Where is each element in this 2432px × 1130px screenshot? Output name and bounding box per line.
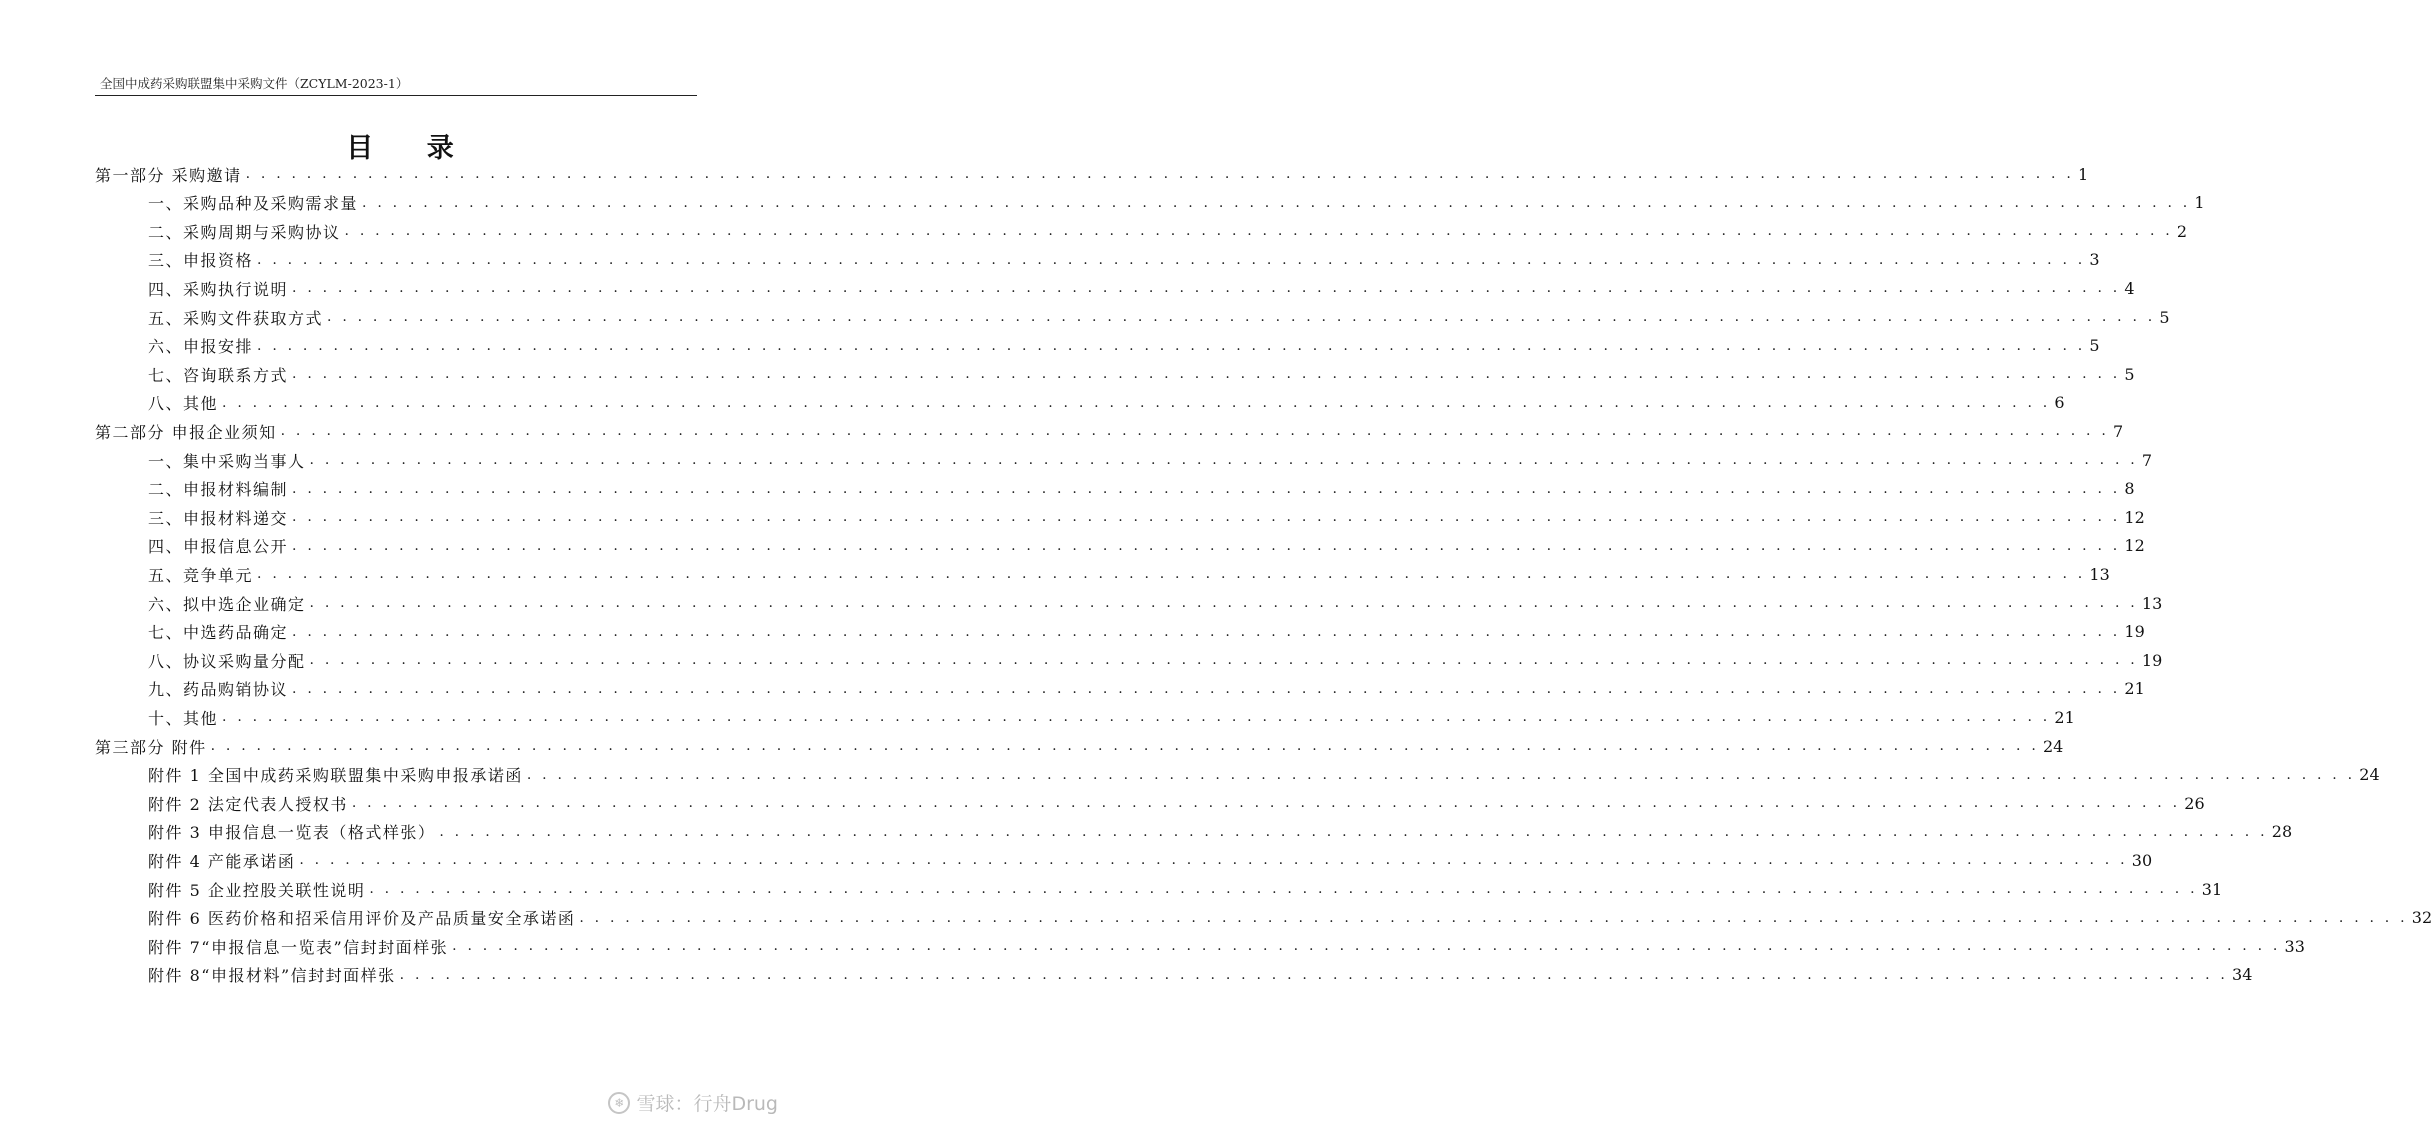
toc-page-number: 12	[2124, 507, 2145, 527]
toc-page-number: 13	[2089, 564, 2110, 584]
toc-entry	[148, 475, 2135, 503]
toc-page-number: 7	[2141, 450, 2153, 470]
toc-page-number: 34	[2232, 965, 2253, 985]
toc-entry-label: 五、采购文件获取方式	[148, 308, 324, 328]
toc-entry	[148, 560, 2110, 588]
toc-page-number: 24	[2359, 765, 2380, 785]
toc-entry	[148, 246, 2100, 274]
toc-entry	[148, 389, 2065, 417]
toc-entry	[148, 932, 2305, 960]
toc-entry-label: 一、集中采购当事人	[148, 451, 306, 471]
toc-page-number: 2	[2176, 221, 2188, 241]
toc-page-number: 7	[2113, 421, 2124, 441]
toc-leader-dots: . . . . . . . . . . . . . . . . . . . . . . . . . . . . . . . . . . . . . . . . . . . . . . . . . . . . . . . . . . . . . . . . . . . . . . . . . . . . . . . . . . . . . . . . . . . . . . . . . . . . . . . . . . . . . . . . . . . . . . . .	[309, 652, 2138, 669]
toc-page-number: 12	[2124, 536, 2145, 556]
toc-entry-label: 附件 2 法定代表人授权书	[148, 794, 348, 814]
header-divider	[95, 95, 697, 96]
page-title: 目 录	[346, 133, 476, 164]
toc-entry	[148, 675, 2145, 703]
toc-page-number: 5	[2124, 364, 2135, 384]
toc-leader-dots: . . . . . . . . . . . . . . . . . . . . . . . . . . . . . . . . . . . . . . . . . . . . . . . . . . . . . . . . . . . . . . . . . . . . . . . . . . . . . . . . . . . . . . . . . . . . . . . . . . . . . . . . . . . . . . . . . . . . . . . .	[362, 194, 2191, 211]
toc-entry	[148, 961, 2253, 989]
toc-page-number: 21	[2054, 707, 2075, 727]
toc-page-number: 31	[2201, 879, 2223, 899]
toc-leader-dots: . . . . . . . . . . . . . . . . . . . . . . . . . . . . . . . . . . . . . . . . . . . . . . . . . . . . . . . . . . . . . . . . . . . . . . . . . . . . . . . . . . . . . . . . . . . . . . . . . . . . . . . . . . . . . . . . . . . . . . . .	[245, 166, 2074, 182]
toc-part-entry	[95, 732, 2064, 760]
toc-page-number: 6	[2054, 393, 2065, 413]
toc-entry-label: 附件 3 申报信息一览表（格式样张）	[148, 823, 436, 843]
toc-entry	[148, 532, 2145, 560]
toc-page-number: 30	[2131, 850, 2153, 870]
toc-entry	[148, 303, 2170, 331]
toc-page-number: 8	[2124, 479, 2135, 499]
toc-page-number: 13	[2141, 593, 2163, 613]
toc-page-number: 19	[2141, 650, 2163, 670]
toc-entry	[148, 332, 2100, 360]
toc-entry-label: 九、药品购销协议	[148, 680, 289, 700]
toc-entry-label: 三、申报材料递交	[148, 508, 289, 528]
toc-entry-label: 附件 8“申报材料”信封封面样张	[148, 966, 396, 986]
toc-entry-label: 第三部分 附件	[95, 737, 207, 757]
snowball-logo-icon: ❄	[608, 1092, 630, 1114]
toc-leader-dots: . . . . . . . . . . . . . . . . . . . . . . . . . . . . . . . . . . . . . . . . . . . . . . . . . . . . . . . . . . . . . . . . . . . . . . . . . . . . . . . . . . . . . . . . . . . . . . . . . . . . . . . . . . . . . . . . . . . . . . . .	[257, 337, 2086, 354]
toc-leader-dots: . . . . . . . . . . . . . . . . . . . . . . . . . . . . . . . . . . . . . . . . . . . . . . . . . . . . . . . . . . . . . . . . . . . . . . . . . . . . . . . . . . . . . . . . . . . . . . . . . . . . . . . . . . . . . . . . . . . . . . . .	[309, 595, 2138, 611]
toc-entry-label: 六、申报安排	[148, 337, 254, 357]
toc-entry-label: 附件 6 医药价格和招采信用评价及产品质量安全承诺函	[148, 909, 576, 929]
running-header: 全国中成药采购联盟集中采购文件（ZCYLM-2023-1）	[100, 76, 409, 91]
toc-entry	[148, 904, 2432, 932]
toc-part-entry	[95, 417, 2124, 445]
toc-page-number: 1	[2078, 164, 2089, 184]
toc-entry-label: 附件 4 产能承诺函	[148, 851, 296, 871]
toc-page-number: 33	[2284, 936, 2305, 956]
toc-leader-dots: . . . . . . . . . . . . . . . . . . . . . . . . . . . . . . . . . . . . . . . . . . . . . . . . . . . . . . . . . . . . . . . . . . . . . . . . . . . . . . . . . . . . . . . . . . . . . . . . . . . . . . . . . . . . . . . . . . . . . . . .	[292, 280, 2121, 297]
toc-leader-dots: . . . . . . . . . . . . . . . . . . . . . . . . . . . . . . . . . . . . . . . . . . . . . . . . . . . . . . . . . . . . . . . . . . . . . . . . . . . . . . . . . . . . . . . . . . . . . . . . . . . . . . . . . . . . . . . . . . . . . . . .	[222, 709, 2051, 726]
toc-leader-dots: . . . . . . . . . . . . . . . . . . . . . . . . . . . . . . . . . . . . . . . . . . . . . . . . . . . . . . . . . . . . . . . . . . . . . . . . . . . . . . . . . . . . . . . . . . . . . . . . . . . . . . . . . . . . . . . . . . . . . . . .	[452, 938, 2281, 955]
toc-page-number: 5	[2089, 336, 2100, 356]
toc-entry	[148, 618, 2145, 646]
toc-entry-label: 附件 1 全国中成药采购联盟集中采购申报承诺函	[148, 766, 523, 786]
watermark-text: 雪球：行舟Drug	[636, 1093, 778, 1115]
toc-part-entry	[95, 160, 2089, 188]
watermark	[608, 1089, 778, 1116]
toc-entry-label: 四、采购执行说明	[148, 279, 289, 299]
toc-entry	[148, 761, 2380, 789]
toc-entry	[148, 789, 2205, 817]
toc-leader-dots: . . . . . . . . . . . . . . . . . . . . . . . . . . . . . . . . . . . . . . . . . . . . . . . . . . . . . . . . . . . . . . . . . . . . . . . . . . . . . . . . . . . . . . . . . . . . . . . . . . . . . . . . . . . . . . . . . . . . . . . .	[257, 251, 2086, 268]
toc-leader-dots: . . . . . . . . . . . . . . . . . . . . . . . . . . . . . . . . . . . . . . . . . . . . . . . . . . . . . . . . . . . . . . . . . . . . . . . . . . . . . . . . . . . . . . . . . . . . . . . . . . . . . . . . . . . . . . . . . . . . . . . .	[439, 823, 2268, 840]
toc-entry	[148, 703, 2075, 731]
toc-entry-label: 七、中选药品确定	[148, 623, 289, 643]
toc-entry	[148, 646, 2163, 674]
toc-page-number: 3	[2089, 250, 2100, 270]
toc-entry	[148, 189, 2205, 217]
toc-leader-dots: . . . . . . . . . . . . . . . . . . . . . . . . . . . . . . . . . . . . . . . . . . . . . . . . . . . . . . . . . . . . . . . . . . . . . . . . . . . . . . . . . . . . . . . . . . . . . . . . . . . . . . . . . . . . . . . . . . . . . . . .	[526, 766, 2356, 783]
toc-leader-dots: . . . . . . . . . . . . . . . . . . . . . . . . . . . . . . . . . . . . . . . . . . . . . . . . . . . . . . . . . . . . . . . . . . . . . . . . . . . . . . . . . . . . . . . . . . . . . . . . . . . . . . . . . . . . . . . . . . . . . . . .	[210, 738, 2039, 754]
toc-page-number: 19	[2124, 622, 2145, 642]
toc-page-number: 28	[2271, 822, 2293, 842]
toc-leader-dots: . . . . . . . . . . . . . . . . . . . . . . . . . . . . . . . . . . . . . . . . . . . . . . . . . . . . . . . . . . . . . . . . . . . . . . . . . . . . . . . . . . . . . . . . . . . . . . . . . . . . . . . . . . . . . . . . . . . . . . . .	[292, 537, 2121, 554]
toc-leader-dots: . . . . . . . . . . . . . . . . . . . . . . . . . . . . . . . . . . . . . . . . . . . . . . . . . . . . . . . . . . . . . . . . . . . . . . . . . . . . . . . . . . . . . . . . . . . . . . . . . . . . . . . . . . . . . . . . . . . . . . . .	[327, 309, 2156, 325]
toc-leader-dots: . . . . . . . . . . . . . . . . . . . . . . . . . . . . . . . . . . . . . . . . . . . . . . . . . . . . . . . . . . . . . . . . . . . . . . . . . . . . . . . . . . . . . . . . . . . . . . . . . . . . . . . . . . . . . . . . . . . . . . . .	[369, 881, 2198, 897]
toc-leader-dots: . . . . . . . . . . . . . . . . . . . . . . . . . . . . . . . . . . . . . . . . . . . . . . . . . . . . . . . . . . . . . . . . . . . . . . . . . . . . . . . . . . . . . . . . . . . . . . . . . . . . . . . . . . . . . . . . . . . . . . . .	[399, 966, 2229, 983]
toc-entry-label: 八、其他	[148, 394, 219, 414]
toc-leader-dots: . . . . . . . . . . . . . . . . . . . . . . . . . . . . . . . . . . . . . . . . . . . . . . . . . . . . . . . . . . . . . . . . . . . . . . . . . . . . . . . . . . . . . . . . . . . . . . . . . . . . . . . . . . . . . . . . . . . . . . . .	[292, 680, 2121, 697]
toc-page-number: 4	[2124, 278, 2135, 298]
toc-leader-dots: . . . . . . . . . . . . . . . . . . . . . . . . . . . . . . . . . . . . . . . . . . . . . . . . . . . . . . . . . . . . . . . . . . . . . . . . . . . . . . . . . . . . . . . . . . . . . . . . . . . . . . . . . . . . . . . . . . . . . . . .	[351, 795, 2181, 812]
toc-entry-label: 第一部分 采购邀请	[95, 165, 242, 185]
toc-leader-dots: . . . . . . . . . . . . . . . . . . . . . . . . . . . . . . . . . . . . . . . . . . . . . . . . . . . . . . . . . . . . . . . . . . . . . . . . . . . . . . . . . . . . . . . . . . . . . . . . . . . . . . . . . . . . . . . . . . . . . . . .	[292, 509, 2121, 526]
toc-entry	[148, 589, 2163, 617]
toc-entry	[148, 503, 2145, 531]
toc-leader-dots: . . . . . . . . . . . . . . . . . . . . . . . . . . . . . . . . . . . . . . . . . . . . . . . . . . . . . . . . . . . . . . . . . . . . . . . . . . . . . . . . . . . . . . . . . . . . . . . . . . . . . . . . . . . . . . . . . . . . . . . .	[309, 452, 2138, 468]
toc-leader-dots: . . . . . . . . . . . . . . . . . . . . . . . . . . . . . . . . . . . . . . . . . . . . . . . . . . . . . . . . . . . . . . . . . . . . . . . . . . . . . . . . . . . . . . . . . . . . . . . . . . . . . . . . . . . . . . . . . . . . . . . .	[344, 223, 2173, 240]
toc-page-number: 32	[2411, 908, 2432, 928]
toc-page-number: 5	[2159, 307, 2170, 327]
toc-page-number: 21	[2124, 679, 2145, 699]
toc-entry	[148, 217, 2188, 245]
toc-entry-label: 十、其他	[148, 708, 219, 728]
toc-entry-label: 八、协议采购量分配	[148, 651, 306, 671]
toc-entry	[148, 446, 2153, 474]
toc-entry-label: 二、申报材料编制	[148, 480, 289, 500]
toc-leader-dots: . . . . . . . . . . . . . . . . . . . . . . . . . . . . . . . . . . . . . . . . . . . . . . . . . . . . . . . . . . . . . . . . . . . . . . . . . . . . . . . . . . . . . . . . . . . . . . . . . . . . . . . . . . . . . . . . . . . . . . . .	[292, 480, 2121, 497]
toc-entry-label: 三、申报资格	[148, 251, 254, 271]
toc-leader-dots: . . . . . . . . . . . . . . . . . . . . . . . . . . . . . . . . . . . . . . . . . . . . . . . . . . . . . . . . . . . . . . . . . . . . . . . . . . . . . . . . . . . . . . . . . . . . . . . . . . . . . . . . . . . . . . . . . . . . . . . .	[579, 909, 2408, 926]
toc-page-number: 24	[2043, 736, 2064, 756]
toc-entry-label: 二、采购周期与采购协议	[148, 222, 341, 242]
toc-entry-label: 五、竞争单元	[148, 565, 254, 585]
toc-entry-label: 第二部分 申报企业须知	[95, 422, 277, 442]
toc-leader-dots: . . . . . . . . . . . . . . . . . . . . . . . . . . . . . . . . . . . . . . . . . . . . . . . . . . . . . . . . . . . . . . . . . . . . . . . . . . . . . . . . . . . . . . . . . . . . . . . . . . . . . . . . . . . . . . . . . . . . . . . .	[292, 366, 2121, 383]
toc-entry-label: 附件 5 企业控股关联性说明	[148, 880, 366, 900]
toc-entry	[148, 875, 2223, 903]
toc-entry-label: 七、咨询联系方式	[148, 365, 289, 385]
toc-leader-dots: . . . . . . . . . . . . . . . . . . . . . . . . . . . . . . . . . . . . . . . . . . . . . . . . . . . . . . . . . . . . . . . . . . . . . . . . . . . . . . . . . . . . . . . . . . . . . . . . . . . . . . . . . . . . . . . . . . . . . . . .	[280, 423, 2109, 440]
toc-entry-label: 四、申报信息公开	[148, 537, 289, 557]
toc-entry-label: 一、采购品种及采购需求量	[148, 194, 359, 214]
toc-entry	[148, 360, 2135, 388]
toc-entry-label: 附件 7“申报信息一览表”信封封面样张	[148, 937, 449, 957]
toc-leader-dots: . . . . . . . . . . . . . . . . . . . . . . . . . . . . . . . . . . . . . . . . . . . . . . . . . . . . . . . . . . . . . . . . . . . . . . . . . . . . . . . . . . . . . . . . . . . . . . . . . . . . . . . . . . . . . . . . . . . . . . . .	[299, 852, 2128, 869]
toc-leader-dots: . . . . . . . . . . . . . . . . . . . . . . . . . . . . . . . . . . . . . . . . . . . . . . . . . . . . . . . . . . . . . . . . . . . . . . . . . . . . . . . . . . . . . . . . . . . . . . . . . . . . . . . . . . . . . . . . . . . . . . . .	[222, 394, 2051, 411]
toc-entry	[148, 846, 2153, 874]
toc-leader-dots: . . . . . . . . . . . . . . . . . . . . . . . . . . . . . . . . . . . . . . . . . . . . . . . . . . . . . . . . . . . . . . . . . . . . . . . . . . . . . . . . . . . . . . . . . . . . . . . . . . . . . . . . . . . . . . . . . . . . . . . .	[257, 566, 2086, 583]
toc-entry	[148, 274, 2135, 302]
toc-entry-label: 六、拟中选企业确定	[148, 594, 306, 614]
toc-page-number: 1	[2194, 193, 2205, 213]
toc-page-number: 26	[2184, 793, 2205, 813]
toc-leader-dots: . . . . . . . . . . . . . . . . . . . . . . . . . . . . . . . . . . . . . . . . . . . . . . . . . . . . . . . . . . . . . . . . . . . . . . . . . . . . . . . . . . . . . . . . . . . . . . . . . . . . . . . . . . . . . . . . . . . . . . . .	[292, 623, 2121, 640]
toc-entry	[148, 818, 2293, 846]
